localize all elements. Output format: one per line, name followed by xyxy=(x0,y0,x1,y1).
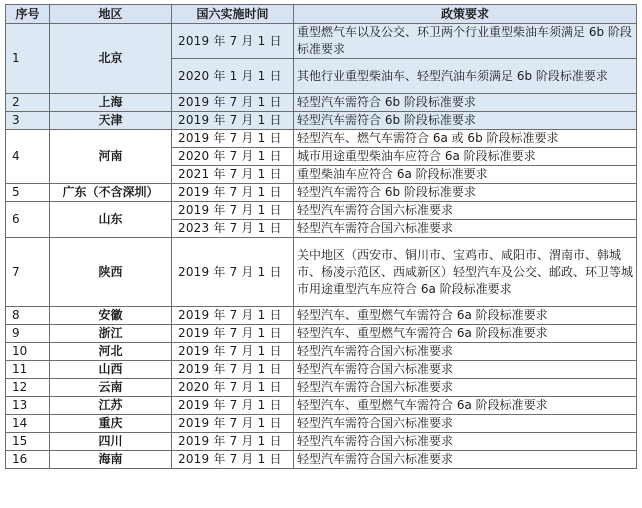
cell-date: 2019 年 7 月 1 日 xyxy=(172,397,294,415)
cell-policy: 轻型汽车需符合 6b 阶段标准要求 xyxy=(294,184,637,202)
cell-policy: 轻型汽车需符合 6b 阶段标准要求 xyxy=(294,112,637,130)
cell-region: 江苏 xyxy=(50,397,172,415)
cell-date: 2020 年 7 月 1 日 xyxy=(172,379,294,397)
table-row xyxy=(6,184,637,202)
cell-date: 2019 年 7 月 1 日 xyxy=(172,94,294,112)
table-row xyxy=(6,397,637,415)
cell-no: 12 xyxy=(6,379,50,397)
header-policy: 政策要求 xyxy=(294,5,637,24)
table-row xyxy=(6,343,637,361)
table-row xyxy=(6,112,637,130)
cell-region: 山东 xyxy=(50,202,172,238)
cell-policy: 轻型汽车、重型燃气车需符合 6a 阶段标准要求 xyxy=(294,307,637,325)
cell-no: 2 xyxy=(6,94,50,112)
cell-policy: 轻型汽车、燃气车需符合 6a 或 6b 阶段标准要求 xyxy=(294,130,637,148)
table-row xyxy=(6,24,637,59)
cell-date: 2020 年 7 月 1 日 xyxy=(172,148,294,166)
cell-no: 16 xyxy=(6,451,50,469)
table-header-row xyxy=(6,5,637,24)
header-no: 序号 xyxy=(6,5,50,24)
cell-date: 2019 年 7 月 1 日 xyxy=(172,307,294,325)
cell-no: 8 xyxy=(6,307,50,325)
header-date: 国六实施时间 xyxy=(172,5,294,24)
cell-no: 1 xyxy=(6,24,50,94)
header-region: 地区 xyxy=(50,5,172,24)
table-row xyxy=(6,238,637,307)
cell-date: 2019 年 7 月 1 日 xyxy=(172,24,294,59)
cell-region: 云南 xyxy=(50,379,172,397)
cell-policy: 重型燃气车以及公交、环卫两个行业重型柴油车须满足 6b 阶段标准要求 xyxy=(294,24,637,59)
table-row xyxy=(6,415,637,433)
cell-no: 3 xyxy=(6,112,50,130)
cell-policy: 重型柴油车应符合 6a 阶段标准要求 xyxy=(294,166,637,184)
cell-date: 2019 年 7 月 1 日 xyxy=(172,343,294,361)
cell-policy: 轻型汽车、重型燃气车需符合 6a 阶段标准要求 xyxy=(294,397,637,415)
cell-region: 天津 xyxy=(50,112,172,130)
cell-policy: 轻型汽车需符合国六标准要求 xyxy=(294,379,637,397)
cell-region: 安徽 xyxy=(50,307,172,325)
cell-no: 4 xyxy=(6,130,50,184)
cell-policy: 轻型汽车需符合国六标准要求 xyxy=(294,415,637,433)
cell-policy: 轻型汽车需符合国六标准要求 xyxy=(294,343,637,361)
cell-policy: 轻型汽车需符合国六标准要求 xyxy=(294,361,637,379)
cell-date: 2019 年 7 月 1 日 xyxy=(172,238,294,307)
cell-policy: 轻型汽车、重型燃气车需符合 6a 阶段标准要求 xyxy=(294,325,637,343)
table-row xyxy=(6,202,637,220)
cell-date: 2019 年 7 月 1 日 xyxy=(172,202,294,220)
cell-region: 上海 xyxy=(50,94,172,112)
table-row xyxy=(6,130,637,148)
cell-policy: 轻型汽车需符合国六标准要求 xyxy=(294,433,637,451)
policy-table xyxy=(5,4,637,469)
cell-policy: 轻型汽车需符合国六标准要求 xyxy=(294,202,637,220)
cell-date: 2019 年 7 月 1 日 xyxy=(172,184,294,202)
cell-no: 6 xyxy=(6,202,50,238)
table-row xyxy=(6,379,637,397)
cell-date: 2020 年 1 月 1 日 xyxy=(172,59,294,94)
cell-date: 2023 年 7 月 1 日 xyxy=(172,220,294,238)
cell-date: 2019 年 7 月 1 日 xyxy=(172,415,294,433)
cell-policy: 轻型汽车需符合国六标准要求 xyxy=(294,451,637,469)
cell-no: 13 xyxy=(6,397,50,415)
cell-date: 2019 年 7 月 1 日 xyxy=(172,361,294,379)
table-row xyxy=(6,94,637,112)
table-row xyxy=(6,451,637,469)
cell-date: 2019 年 7 月 1 日 xyxy=(172,130,294,148)
cell-region: 重庆 xyxy=(50,415,172,433)
cell-date: 2021 年 7 月 1 日 xyxy=(172,166,294,184)
cell-region: 广东（不含深圳） xyxy=(50,184,172,202)
cell-policy: 其他行业重型柴油车、轻型汽油车须满足 6b 阶段标准要求 xyxy=(294,59,637,94)
table-row xyxy=(6,361,637,379)
cell-region: 海南 xyxy=(50,451,172,469)
cell-date: 2019 年 7 月 1 日 xyxy=(172,112,294,130)
cell-region: 陕西 xyxy=(50,238,172,307)
cell-region: 山西 xyxy=(50,361,172,379)
cell-no: 11 xyxy=(6,361,50,379)
table-row xyxy=(6,433,637,451)
table-row xyxy=(6,325,637,343)
cell-no: 15 xyxy=(6,433,50,451)
cell-policy: 关中地区（西安市、铜川市、宝鸡市、咸阳市、渭南市、韩城市、杨凌示范区、西咸新区）轻型汽车及公交、邮政、环卫等城市用途重型汽车应符合 6a 阶段标准要求 xyxy=(294,238,637,307)
cell-no: 5 xyxy=(6,184,50,202)
cell-region: 四川 xyxy=(50,433,172,451)
cell-no: 10 xyxy=(6,343,50,361)
table-row xyxy=(6,307,637,325)
cell-policy: 城市用途重型柴油车应符合 6a 阶段标准要求 xyxy=(294,148,637,166)
cell-date: 2019 年 7 月 1 日 xyxy=(172,433,294,451)
cell-region: 浙江 xyxy=(50,325,172,343)
cell-region: 河北 xyxy=(50,343,172,361)
cell-region: 北京 xyxy=(50,24,172,94)
cell-no: 14 xyxy=(6,415,50,433)
cell-no: 7 xyxy=(6,238,50,307)
cell-region: 河南 xyxy=(50,130,172,184)
cell-date: 2019 年 7 月 1 日 xyxy=(172,325,294,343)
cell-policy: 轻型汽车需符合 6b 阶段标准要求 xyxy=(294,94,637,112)
cell-no: 9 xyxy=(6,325,50,343)
cell-policy: 轻型汽车需符合国六标准要求 xyxy=(294,220,637,238)
cell-date: 2019 年 7 月 1 日 xyxy=(172,451,294,469)
